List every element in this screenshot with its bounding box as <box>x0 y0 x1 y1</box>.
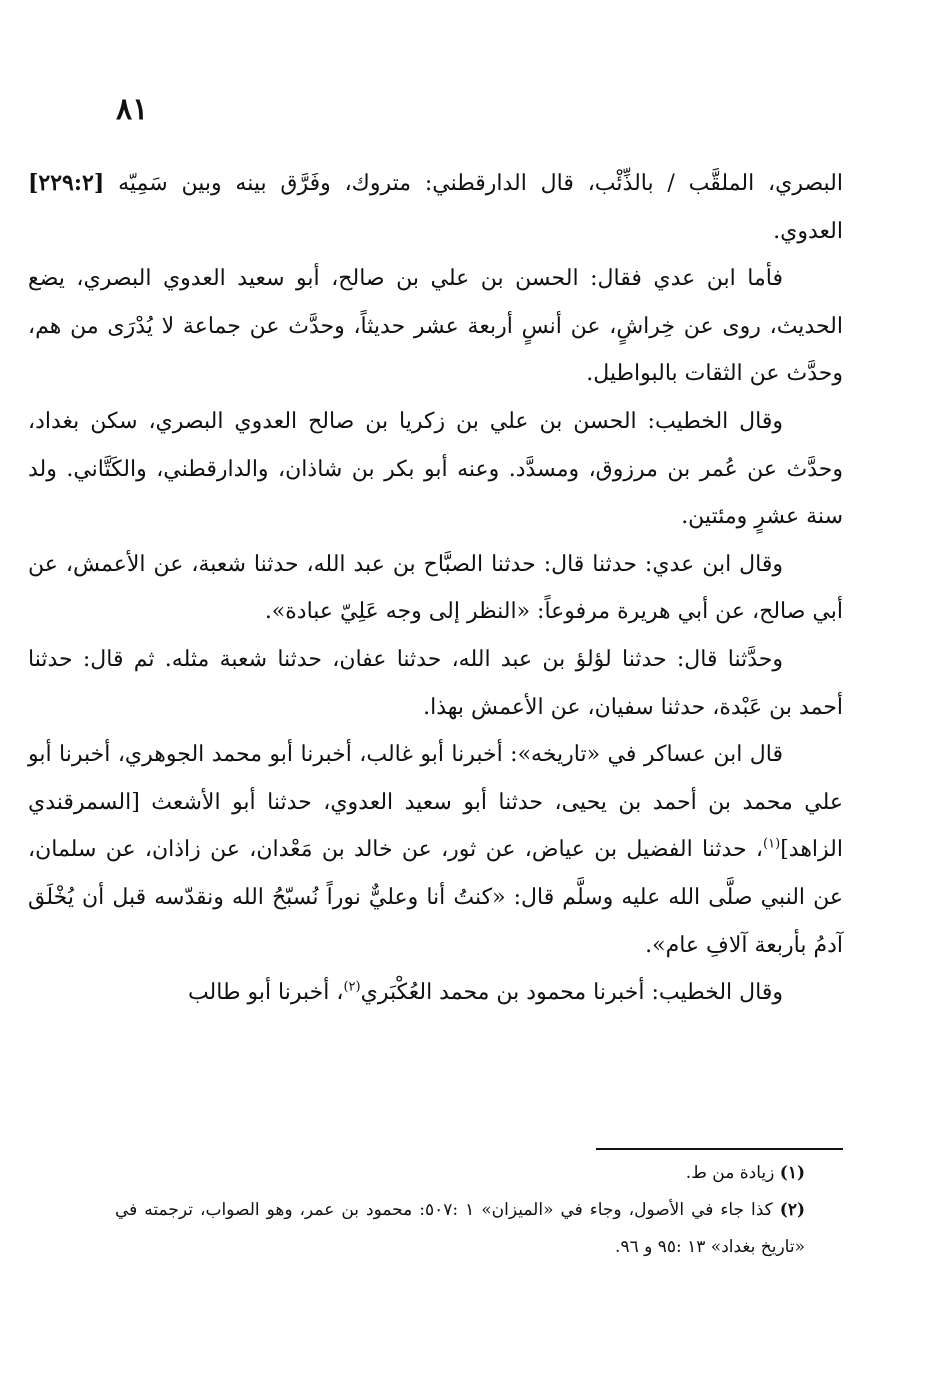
paragraph-7 <box>28 969 843 1017</box>
paragraph-1-line-1: البصري، الملقَّب / بالذِّئْب، قال الدارقطني: متروك، وفَرَّق بينه وبين سَمِيّه <box>118 171 843 196</box>
paragraph-2: فأما ابن عدي فقال: الحسن بن علي بن صالح، أبو سعيد العدوي البصري، يضع الحديث، روى عن خِراشٍ، عن أنسٍ أربعة عشر حديثاً، وحدَّث عن جماعة لا يُدْرَى من هم، وحدَّث عن الثقات بالبواطيل. <box>28 266 843 387</box>
page-number: ٨١ <box>116 92 149 127</box>
paragraph-7-part-1: وقال الخطيب: أخبرنا محمود بن محمد العُكْبَري <box>360 980 783 1006</box>
main-text <box>28 160 843 1017</box>
paragraph-4: وقال ابن عدي: حدثنا قال: حدثنا الصبَّاح بن عبد الله، حدثنا شعبة، عن الأعمش، عن أبي صالح، عن أبي هريرة مرفوعاً: «النظر إلى وجه عَلِيّ عبادة». <box>28 551 843 625</box>
paragraph-7-part-2: ، أخبرنا أبو طالب <box>187 980 344 1006</box>
footnotes <box>115 1155 805 1266</box>
footnote-1-text: زيادة من ط. <box>685 1163 775 1183</box>
footnote-2 <box>115 1192 805 1266</box>
footnote-2-text: كذا جاء في الأصول، وجاء في «الميزان» ١ :٥٠٧: محمود بن عمر، وهو الصواب، ترجمته في «تاريخ بغداد» ١٣ :٩٥ و ٩٦. <box>115 1200 805 1257</box>
footnote-divider <box>596 1148 843 1150</box>
footnote-ref-1[interactable]: (١) <box>763 836 781 852</box>
footnote-1-number: (١) <box>779 1163 805 1183</box>
paragraph-1 <box>28 160 843 255</box>
paragraph-1-line-2: العدوي. <box>773 218 843 244</box>
footnote-1 <box>115 1155 805 1192</box>
paragraph-6-part-1: قال ابن عساكر في «تاريخه»: أخبرنا أبو غالب، أخبرنا أبو محمد الجوهري، أخبرنا أبو علي محمد بن أحمد بن يحيى، حدثنا أبو سعيد العدوي، حدثنا أبو الأشعث [السمرقندي الزاهد] <box>28 742 843 863</box>
footnote-ref-2[interactable]: (٢) <box>343 979 361 995</box>
footnote-2-number: (٢) <box>779 1200 805 1220</box>
paragraph-3: وقال الخطيب: الحسن بن علي بن زكريا بن صالح العدوي البصري، سكن بغداد، وحدَّث عن عُمر بن مرزوق، ومسدَّد. وعنه أبو بكر بن شاذان، والدارقطني، والكَتَّاني. ولد سنة عشرٍ ومئتين. <box>28 408 843 530</box>
paragraph-6-part-2: ، حدثنا الفضيل بن عياض، عن ثور، عن خالد بن مَعْدان، عن زاذان، عن سلمان، عن النبي صلَّى الله عليه وسلَّم قال: «كنتُ أنا وعليٌّ نوراً نُسبّحُ الله ونقدّسه قبل أن يُخْلَق آدمُ بأربعة آلافِ عام». <box>28 837 843 958</box>
paragraph-6 <box>28 731 843 969</box>
margin-volume-page-ref: [٢٢٩:٢] <box>28 170 105 196</box>
paragraph-5: وحدَّثنا قال: حدثنا لؤلؤ بن عبد الله، حدثنا عفان، حدثنا شعبة مثله. ثم قال: حدثنا أحمد بن عَبْدة، حدثنا سفيان، عن الأعمش بهذا. <box>28 646 843 720</box>
